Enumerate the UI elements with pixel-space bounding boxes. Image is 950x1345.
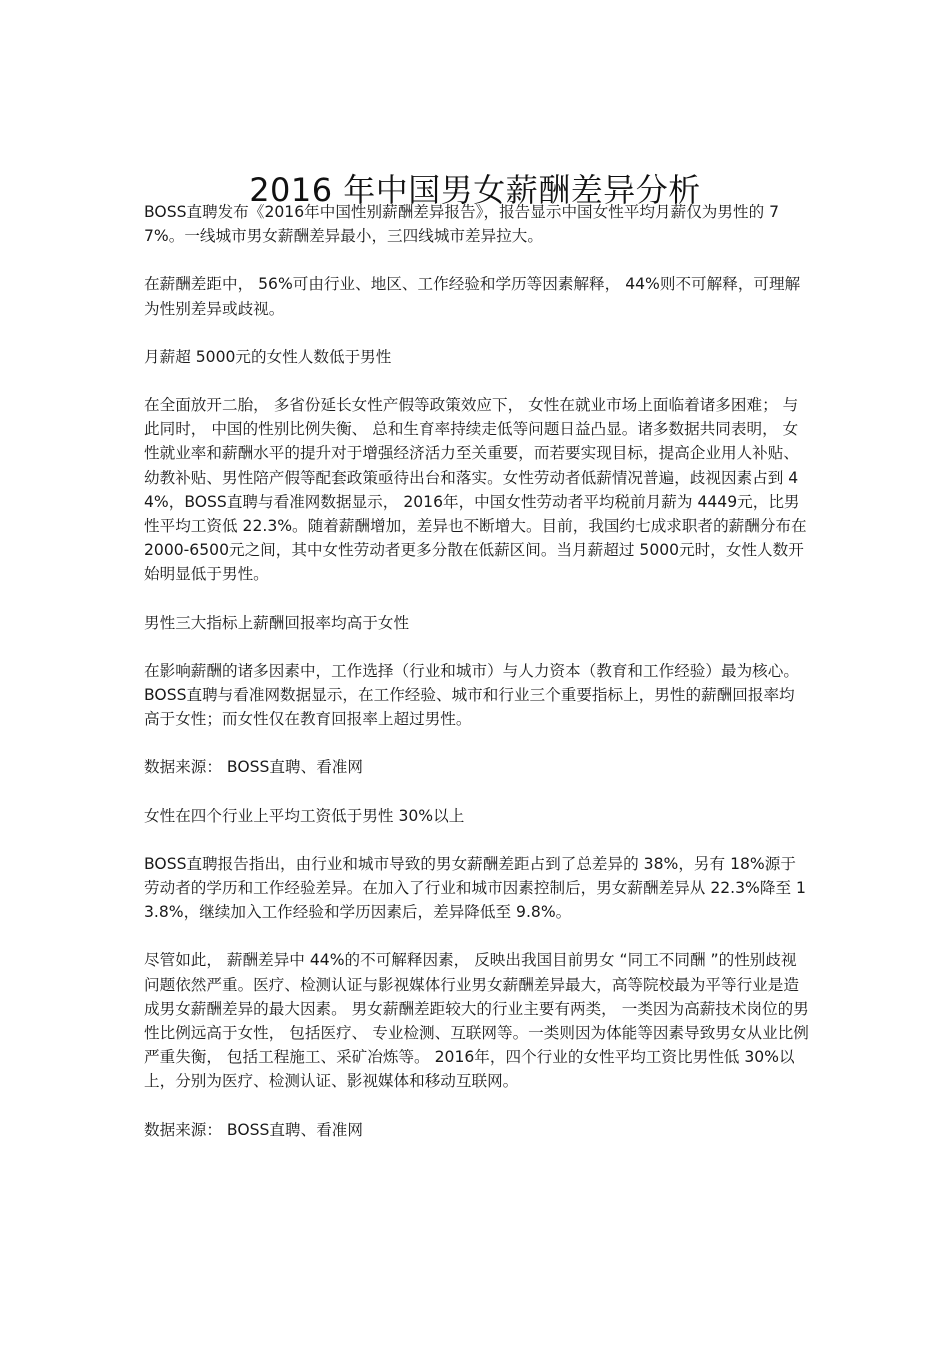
paragraph-industry-city-share: BOSS直聘报告指出，由行业和城市导致的男女薪酬差距占到了总差异的 38%，另有 18%源于劳动者的学历和工作经验差异。在加入了行业和城市因素控制后，男女薪酬差异从 22.3%降至 13.8%，继续加入工作经验和学历因素后，差异降低至 9.8%。 (144, 854, 806, 922)
paragraph-report-summary: BOSS直聘发布《2016年中国性别薪酬差异报告》，报告显示中国女性平均月薪仅为男性的 77%。一线城市男女薪酬差异最小，三四线城市差异拉大。 (144, 203, 780, 246)
document-body (144, 200, 809, 1166)
section-heading-four-industries: 女性在四个行业上平均工资低于男性 30%以上 (144, 806, 465, 825)
paragraph-policy-context: 在全面放开二胎， 多省份延长女性产假等政策效应下， 女性在就业市场上面临着诸多困难； 与此同时， 中国的性别比例失衡、 总和生育率持续走低等问题日益凸显。诸多数据共同表明， 女性就业率和薪酬水平的提升对于增强经济活力至关重要，而若要实现目标，提高企业用人补贴、幼教补贴、男性陪产假等配套政策亟待出台和落实。女性劳动者低薪情况普遍，歧视因素占到 44%，BOSS直聘与看准网数据显示， 2016年，中国女性劳动者平均税前月薪为 4449元，比男性平均工资低 22.3%。随着薪酬增加，差异也不断增大。目前，我国约七成求职者的薪酬分布在 2000-6500元之间，其中女性劳动者更多分散在低薪区间。当月薪超过 5000元时，女性人数开始明显低于男性。 (144, 396, 807, 584)
section-heading-5000: 月薪超 5000元的女性人数低于男性 (144, 347, 392, 366)
paragraph-gap-explanation: 在薪酬差距中， 56%可由行业、地区、工作经验和学历等因素解释， 44%则不可解释，可理解为性别差异或歧视。 (144, 275, 801, 318)
paragraph-discrimination: 尽管如此， 薪酬差异中 44%的不可解释因素， 反映出我国目前男女 “同工不同酬 ”的性别歧视问题依然严重。医疗、检测认证与影视媒体行业男女薪酬差异最大，高等院校最为平等行业是造成男女薪酬差异的最大因素。 男女薪酬差距较大的行业主要有两类， 一类因为高薪技术岗位的男性比例远高于女性， 包括医疗、 专业检测、互联网等。一类则因为体能等因素导致男女从业比例严重失衡， 包括工程施工、采矿冶炼等。 2016年，四个行业的女性平均工资比男性低 30%以上，分别为医疗、检测认证、影视媒体和移动互联网。 (144, 951, 809, 1091)
document-title: 2016 年中国男女薪酬差异分析 (249, 171, 701, 209)
data-source-note: 数据来源： BOSS直聘、看准网 (144, 758, 363, 777)
paragraph-core-factors: 在影响薪酬的诸多因素中，工作选择（行业和城市）与人力资本（教育和工作经验）最为核心。 BOSS直聘与看准网数据显示，在工作经验、城市和行业三个重要指标上，男性的薪酬回报率均高于女性；而女性仅在教育回报率上超过男性。 (144, 661, 799, 729)
data-source-note: 数据来源： BOSS直聘、看准网 (144, 1120, 363, 1139)
section-heading-return-rate: 男性三大指标上薪酬回报率均高于女性 (144, 613, 410, 632)
